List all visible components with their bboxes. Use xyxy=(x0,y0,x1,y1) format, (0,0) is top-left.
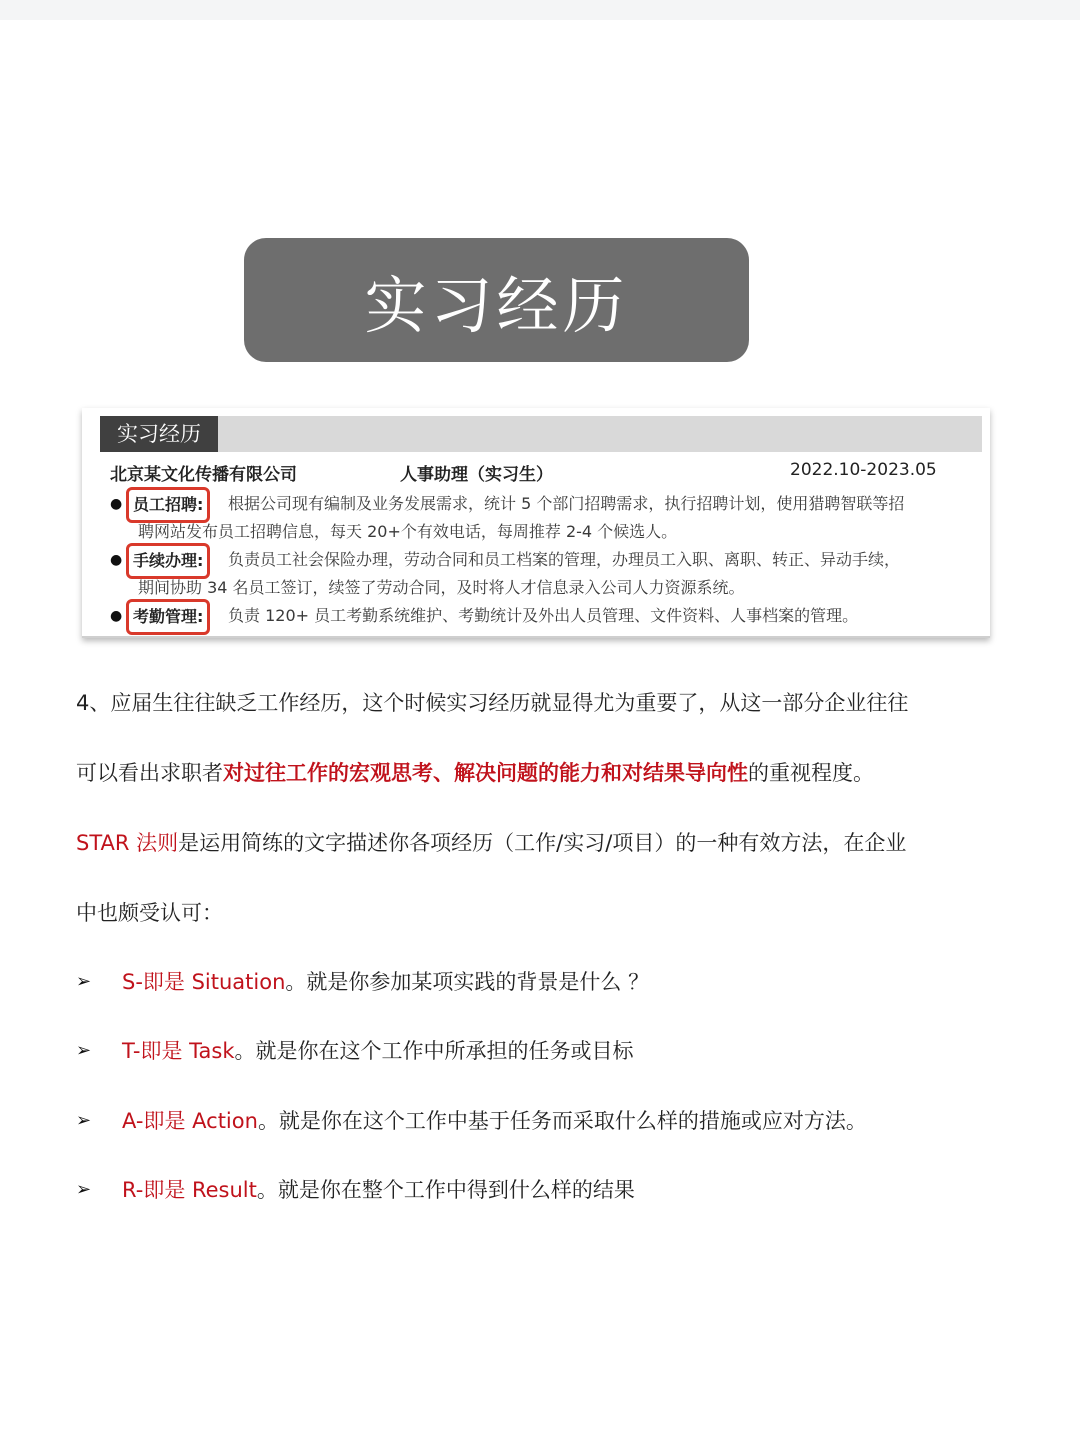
star-key: A-即是 Action xyxy=(122,1109,258,1133)
resume-item-text-cont: 期间协助 34 名员工签订，续签了劳动合同，及时将人才信息录入公司人力资源系统。 xyxy=(138,578,745,597)
star-desc: 。就是你在这个工作中基于任务而采取什么样的措施或应对方法。 xyxy=(257,1109,867,1133)
star-desc: 。就是你在这个工作中所承担的任务或目标 xyxy=(234,1039,634,1063)
star-item-task xyxy=(76,1033,1016,1069)
resume-item-label: 手续办理: xyxy=(126,543,210,579)
star-item-action xyxy=(76,1103,1016,1139)
resume-dates: 2022.10-2023.05 xyxy=(790,460,937,480)
resume-item-attendance xyxy=(110,602,972,630)
section-title-banner xyxy=(244,238,749,362)
star-item-result xyxy=(76,1172,1016,1208)
arrow-bullet-icon: ➢ xyxy=(76,1110,92,1131)
star-key: R-即是 Result xyxy=(122,1178,257,1202)
star-item-situation xyxy=(76,964,1016,1000)
resume-item-recruiting xyxy=(110,490,972,546)
resume-item-label: 考勤管理: xyxy=(126,599,210,635)
resume-company: 北京某文化传播有限公司 xyxy=(110,465,297,485)
paragraph-line: 中也颇受认可： xyxy=(76,901,223,925)
banner-title: 实习经历 xyxy=(364,268,629,342)
resume-snippet-image xyxy=(82,408,990,638)
top-strip xyxy=(0,0,1080,20)
resume-item-text: 负责 120+ 员工考勤系统维护、考勤统计及外出人员管理、文件资料、人事档案的管理。 xyxy=(228,606,859,625)
bullet-icon: ● xyxy=(110,496,123,512)
bullet-icon: ● xyxy=(110,608,123,624)
arrow-bullet-icon: ➢ xyxy=(76,1179,92,1200)
paragraph-highlight: 对过往工作的宏观思考、解决问题的能力和对结果导向性 xyxy=(223,761,748,785)
resume-role: 人事助理（实习生） xyxy=(400,465,553,485)
resume-item-text: 负责员工社会保险办理，劳动合同和员工档案的管理，办理员工入职、离职、转正、异动手续， xyxy=(228,550,901,569)
paragraph-star-method xyxy=(76,808,1016,948)
paragraph-highlight: STAR 法则 xyxy=(76,831,179,855)
paragraph-line xyxy=(76,738,1016,808)
paragraph-internship-importance xyxy=(76,668,1016,808)
resume-item-text-cont: 聘网站发布员工招聘信息，每天 20+个有效电话，每周推荐 2-4 个候选人。 xyxy=(138,522,678,541)
paragraph-line: 4、应届生往往缺乏工作经历，这个时候实习经历就显得尤为重要了，从这一部分企业往往 xyxy=(76,691,909,715)
resume-item-label: 员工招聘: xyxy=(126,487,210,523)
arrow-bullet-icon: ➢ xyxy=(76,971,92,992)
paragraph-text: 是运用简练的文字描述你各项经历（工作/实习/项目）的一种有效方法，在企业 xyxy=(178,831,907,855)
resume-section-header xyxy=(100,416,982,452)
resume-job-row xyxy=(110,460,972,484)
star-key: S-即是 Situation xyxy=(122,970,286,994)
star-key: T-即是 Task xyxy=(122,1039,235,1063)
star-desc: 。就是你参加某项实践的背景是什么 ？ xyxy=(285,970,650,994)
paragraph-line xyxy=(76,808,1016,878)
paragraph-text: 的重视程度。 xyxy=(748,761,874,785)
arrow-bullet-icon: ➢ xyxy=(76,1040,92,1061)
star-desc: 。就是你在整个工作中得到什么样的结果 xyxy=(256,1178,635,1202)
paragraph-text: 可以看出求职者 xyxy=(76,761,223,785)
resume-item-procedures xyxy=(110,546,972,602)
resume-section-title: 实习经历 xyxy=(100,416,218,452)
resume-item-text: 根据公司现有编制及业务发展需求，统计 5 个部门招聘需求，执行招聘计划，使用猎聘智联等招 xyxy=(228,494,905,513)
bullet-icon: ● xyxy=(110,552,123,568)
